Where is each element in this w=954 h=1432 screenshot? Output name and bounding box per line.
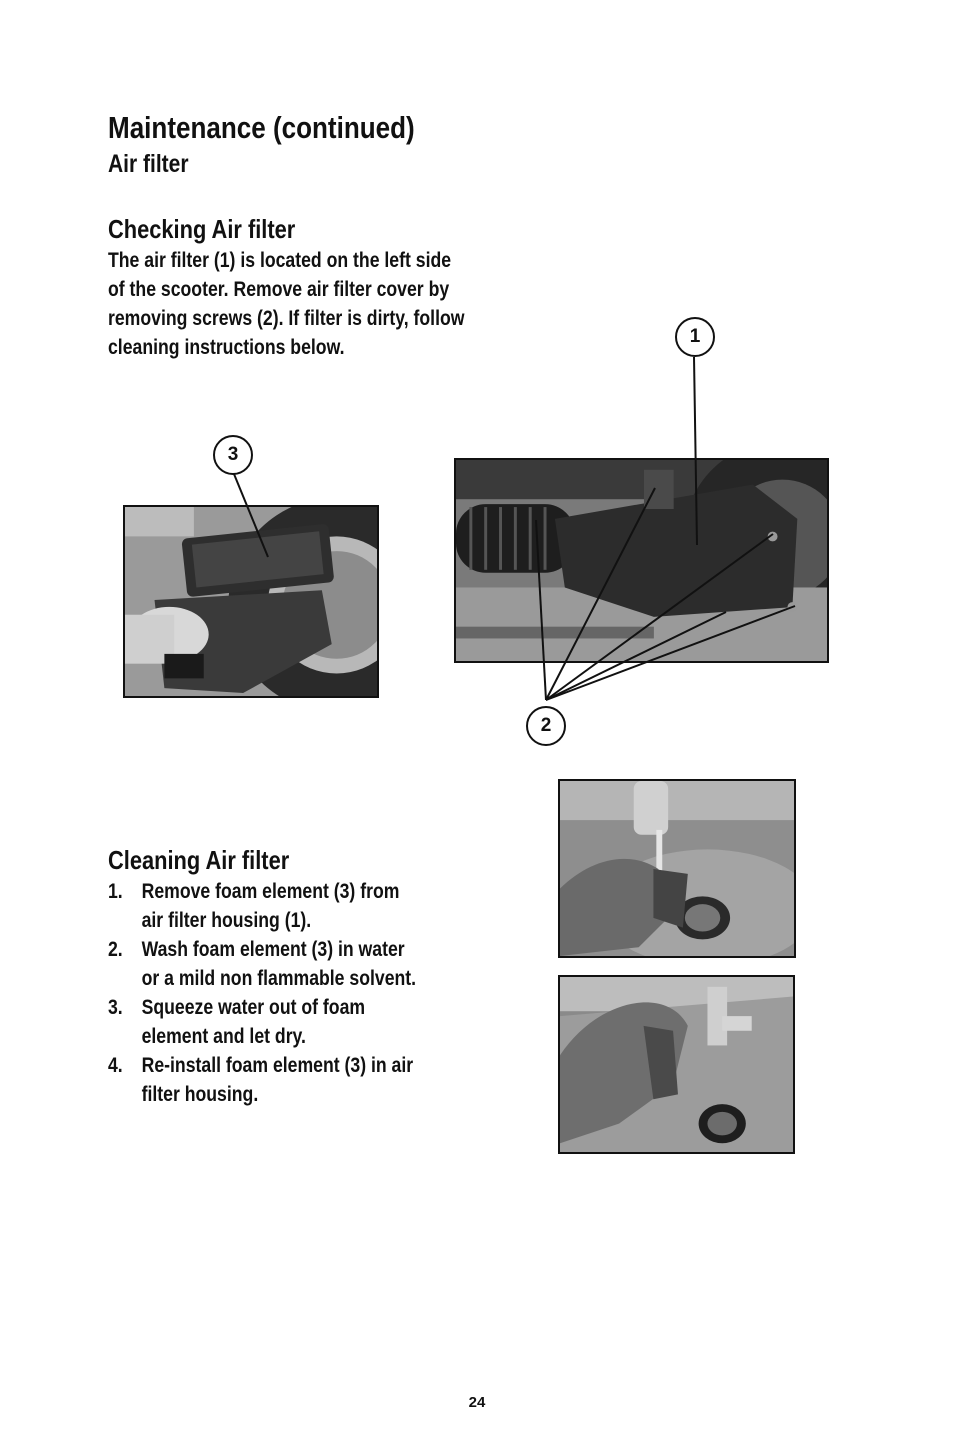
step-text: Re-install foam element (3) in air bbox=[141, 1054, 414, 1077]
list-item bbox=[108, 877, 416, 935]
cleaning-steps-list bbox=[108, 877, 416, 1109]
list-item bbox=[108, 935, 416, 993]
step-number: 3. bbox=[108, 996, 123, 1019]
page-title: Maintenance (continued) bbox=[108, 110, 415, 145]
paragraph-line: of the scooter. Remove air filter cover by bbox=[108, 278, 450, 301]
cleaning-heading: Cleaning Air filter bbox=[108, 845, 290, 875]
foam-element-photo bbox=[123, 505, 379, 698]
step-text: element and let dry. bbox=[141, 1025, 306, 1048]
step-number: 1. bbox=[108, 880, 123, 903]
paragraph-line: The air filter (1) is located on the left side bbox=[108, 249, 452, 272]
paragraph-line: removing screws (2). If filter is dirty, follow bbox=[108, 307, 465, 330]
checking-heading: Checking Air filter bbox=[108, 214, 296, 244]
step-text: air filter housing (1). bbox=[141, 909, 312, 932]
air-filter-housing-photo bbox=[454, 458, 829, 663]
step-text: Wash foam element (3) in water bbox=[141, 938, 405, 961]
paragraph-line: cleaning instructions below. bbox=[108, 336, 345, 359]
page-number: 24 bbox=[468, 1394, 486, 1411]
callout-1-badge: 1 bbox=[675, 317, 715, 357]
step-number: 2. bbox=[108, 938, 123, 961]
step-text: Remove foam element (3) from bbox=[141, 880, 400, 903]
step-number: 4. bbox=[108, 1054, 123, 1077]
step-text: Squeeze water out of foam bbox=[141, 996, 366, 1019]
step-text: filter housing. bbox=[141, 1083, 259, 1106]
step-text: or a mild non flammable solvent. bbox=[141, 967, 417, 990]
list-item bbox=[108, 1051, 416, 1109]
section-subtitle: Air filter bbox=[108, 150, 189, 178]
checking-paragraph bbox=[108, 246, 464, 362]
squeezing-photo bbox=[558, 975, 795, 1154]
callout-3-badge: 3 bbox=[213, 435, 253, 475]
list-item bbox=[108, 993, 416, 1051]
callout-2-badge: 2 bbox=[526, 706, 566, 746]
washing-photo bbox=[558, 779, 796, 958]
